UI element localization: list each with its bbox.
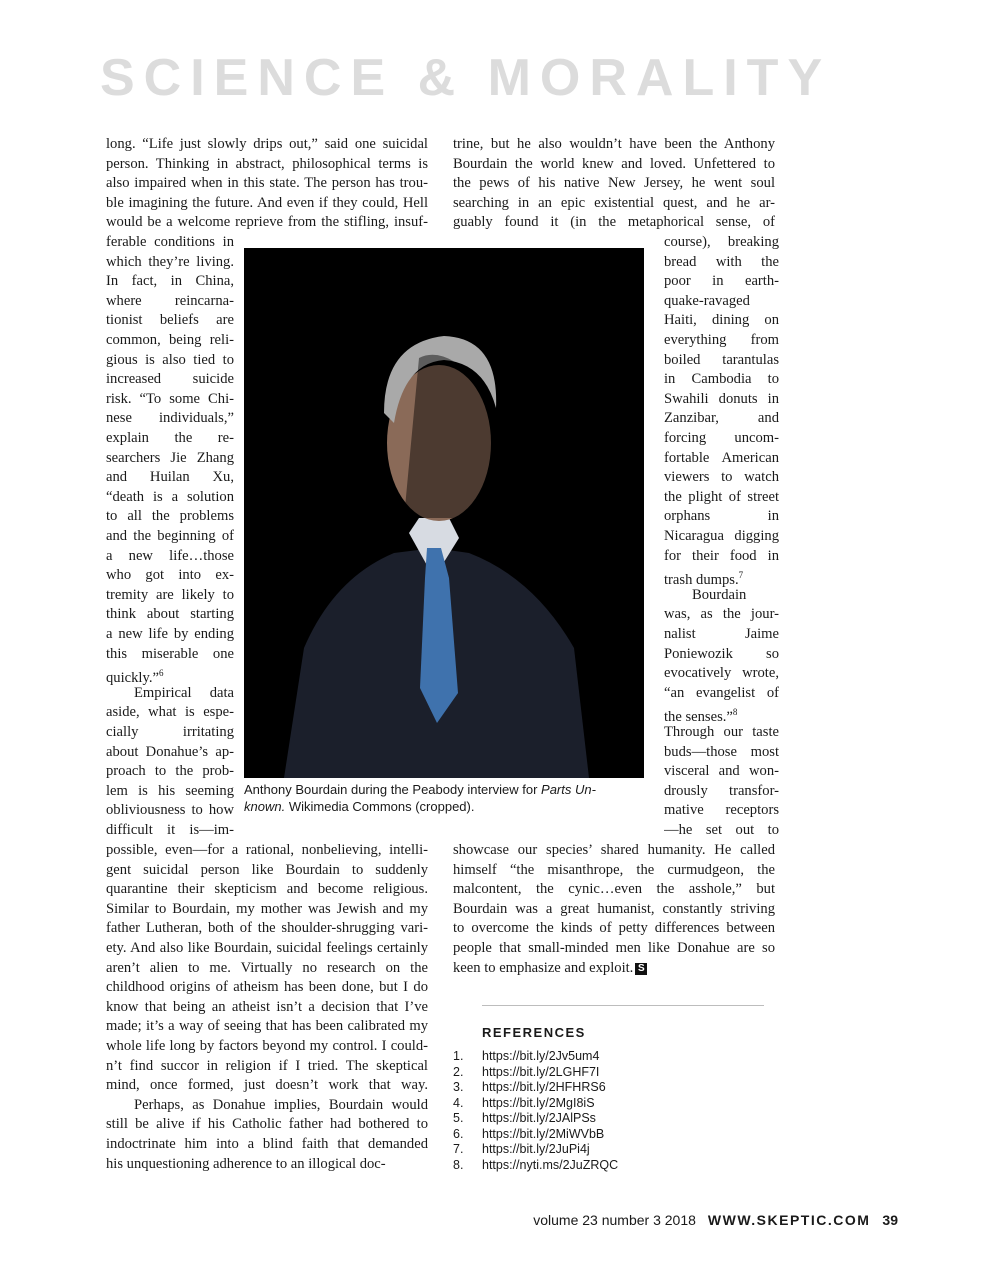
text-line-content: explain the re-: [106, 430, 234, 446]
text-line: [106, 351, 234, 371]
text-line: [664, 409, 779, 429]
text-line: [664, 664, 779, 684]
text-line: [664, 547, 779, 567]
text-line: [106, 213, 428, 233]
text-line: [106, 605, 234, 625]
text-line-content: a new life by ending: [106, 626, 234, 642]
text-line: [106, 939, 428, 959]
text-line: [664, 468, 779, 488]
text-line: [106, 782, 234, 802]
text-line-content: mative receptors: [664, 802, 779, 819]
text-line: [692, 586, 779, 606]
text-line: [106, 331, 234, 351]
text-line-content: tremity are likely to: [106, 586, 234, 603]
text-line: [106, 625, 234, 645]
text-line-content: Bourdain: [692, 586, 747, 603]
text-line: [453, 919, 775, 939]
text-line-content: searching in an epic existential quest, and he ar-: [453, 194, 775, 211]
footnote-mark: 6: [158, 668, 164, 679]
text-line-content: where reincarna-: [106, 292, 234, 309]
reference-item: [453, 1080, 773, 1096]
text-line-content: Perhaps, as Donahue implies, Bourdain would: [134, 1096, 428, 1113]
text-line-content: childhood origins of atheism has been done, but I do: [106, 979, 428, 996]
reference-number: 5.: [453, 1111, 464, 1125]
text-line: [106, 253, 234, 273]
reference-item: [453, 1158, 773, 1174]
caption-credit: Wikimedia Commons (cropped).: [285, 798, 475, 814]
reference-link[interactable]: https://bit.ly/2HFHRS6: [482, 1080, 606, 1094]
text-line: [664, 762, 779, 782]
reference-number: 1.: [453, 1049, 464, 1063]
text-line-content: showcase our species’ shared humanity. He called: [453, 842, 775, 858]
end-mark-icon: S: [635, 963, 647, 975]
issue-info: volume 23 number 3 2018: [533, 1212, 696, 1228]
text-line: [106, 743, 234, 763]
text-line-content: this miserable one: [106, 645, 234, 662]
text-line-content: everything from: [664, 332, 779, 348]
text-line: [664, 331, 779, 351]
text-line-content: himself “the misanthrope, the curmudgeon, the: [453, 861, 775, 878]
text-line: [106, 900, 428, 920]
text-line: [106, 801, 234, 821]
footnote-mark: 8: [732, 707, 738, 718]
text-line: [106, 703, 234, 723]
text-line-content: his unquestioning adherence to an illogical doc-: [106, 1155, 386, 1172]
text-line: [664, 370, 779, 390]
text-line-content: keen to emphasize and exploit.: [453, 959, 634, 976]
text-line-content: possible, even—for a rational, nonbelieving, intelli-: [106, 842, 428, 858]
text-line: [664, 488, 779, 508]
text-line: [106, 174, 428, 194]
text-line-content: made; it’s a way of seeing that has been calibrated my: [106, 1018, 428, 1035]
text-line-content: guably found it (in the metaphorical sense, of: [453, 214, 775, 231]
text-line: [106, 1057, 428, 1077]
text-line-content: cially irritating: [106, 724, 234, 740]
text-line-content: drously transfor-: [664, 782, 779, 799]
text-line: [453, 213, 775, 233]
text-line-content: father Lutheran, both of the shoulder-shrugging vari-: [106, 920, 428, 937]
text-line: [106, 311, 234, 331]
text-line-content: mind, once formed, just doesn’t work that way.: [106, 1077, 428, 1094]
text-line-content: nese individuals,”: [106, 410, 234, 427]
text-line: [106, 880, 428, 900]
reference-item: [453, 1065, 773, 1081]
text-line: [134, 684, 234, 704]
text-line: [453, 959, 775, 979]
text-line: [664, 625, 779, 645]
text-line-content: and the beginning of: [106, 528, 234, 544]
reference-link[interactable]: https://bit.ly/2MiWVbB: [482, 1126, 605, 1141]
text-line-content: proach to the prob-: [106, 763, 234, 780]
text-line-content: evocatively wrote,: [664, 665, 779, 682]
text-line-content: the plight of street: [664, 488, 779, 505]
text-line: [106, 488, 234, 508]
caption-show-title: Parts Un-: [541, 782, 596, 797]
references-heading: REFERENCES: [482, 1025, 586, 1040]
text-line-content: a new life…those: [106, 547, 234, 564]
portrait-illustration: [244, 248, 644, 778]
text-line-content: bread with the: [664, 253, 779, 270]
text-line: [664, 801, 779, 821]
text-line: [106, 409, 234, 429]
photo-caption: [244, 782, 644, 815]
text-line-content: In fact, in China,: [106, 273, 234, 290]
text-line-content: viewers to watch: [664, 469, 779, 486]
text-line: [664, 782, 779, 802]
text-line: [106, 272, 234, 292]
reference-link[interactable]: https://bit.ly/2Jv5um4: [482, 1049, 600, 1063]
text-line: [106, 978, 428, 998]
text-line-content: about Donahue’s ap-: [106, 743, 234, 760]
text-line-content: people that small-minded men like Donahue are so: [453, 940, 775, 956]
reference-link[interactable]: https://bit.ly/2MgI8iS: [482, 1095, 595, 1110]
page-footer: [533, 1212, 898, 1228]
section-header: SCIENCE & MORALITY: [100, 49, 832, 107]
text-line: [106, 527, 234, 547]
text-line-content: common, being reli-: [106, 332, 234, 348]
text-line-content: buds—those most: [664, 743, 779, 760]
text-line: [664, 233, 779, 253]
text-line: [106, 468, 234, 488]
text-line: [106, 194, 428, 214]
text-line: [106, 370, 234, 390]
reference-link[interactable]: https://bit.ly/2JAlPSs: [482, 1111, 596, 1125]
text-line-content: Poniewozik so: [664, 645, 779, 662]
text-line-content: orphans in: [664, 508, 779, 525]
text-line-content: fortable American: [664, 449, 779, 466]
caption-show-title-cont: known.: [244, 798, 286, 814]
bourdain-photo: [244, 248, 644, 778]
text-line: [106, 233, 234, 253]
text-line-content: lem is his seeming: [106, 782, 234, 799]
text-line: [664, 253, 779, 273]
text-line-content: also impaired when in this state. The person has trou-: [106, 175, 428, 192]
text-line-content: aren’t alien to me. Virtually no research on the: [106, 959, 428, 976]
text-line-content: n’t find succor in religion if I tried. The skeptical: [106, 1057, 428, 1074]
text-line: [106, 566, 234, 586]
text-line-content: the pews of his native New Jersey, he went soul: [453, 175, 775, 192]
text-line-content: whole life long by factors beyond my control. I could-: [106, 1038, 428, 1054]
text-line-content: boiled tarantulas: [664, 351, 779, 368]
text-line-content: Haiti, dining on: [664, 312, 779, 329]
text-line-content: ferable conditions in: [106, 234, 234, 250]
text-line-content: in Cambodia to: [664, 371, 779, 388]
text-line-content: ety. And also like Bourdain, suicidal feelings certainly: [106, 940, 428, 956]
text-line: [664, 449, 779, 469]
text-line: [106, 841, 428, 861]
references-divider: [482, 1005, 764, 1006]
text-line: [134, 1096, 428, 1116]
footnote-mark: 7: [738, 570, 744, 581]
text-line-content: which they’re living.: [106, 253, 234, 270]
text-line: [106, 507, 234, 527]
text-line-content: obliviousness to how: [106, 802, 234, 819]
text-line-content: visceral and won-: [664, 763, 779, 780]
text-line-content: Zanzibar, and: [664, 410, 779, 427]
page-number: 39: [882, 1212, 898, 1228]
text-line-content: searchers Jie Zhang: [106, 449, 234, 466]
text-line-content: to overcome the kinds of petty differences between: [453, 920, 775, 937]
reference-link[interactable]: https://bit.ly/2LGHF7I: [482, 1064, 600, 1079]
text-line-content: tionist beliefs are: [106, 312, 234, 329]
reference-number: 7.: [453, 1142, 464, 1156]
text-line-content: risk. “To some Chi-: [106, 390, 234, 407]
reference-item: [453, 1111, 773, 1127]
text-line: [664, 429, 779, 449]
text-line: [106, 919, 428, 939]
text-line-content: Empirical data: [134, 684, 234, 701]
text-line: [453, 900, 775, 920]
text-line: [664, 351, 779, 371]
text-line: [106, 1037, 428, 1057]
text-line-content: was, as the jour-: [664, 606, 779, 623]
text-line: [106, 645, 234, 665]
caption-text: Anthony Bourdain during the Peabody interview for: [244, 782, 542, 797]
text-line-content: think about starting: [106, 606, 234, 623]
text-line: [106, 390, 234, 410]
text-line: [664, 272, 779, 292]
reference-number: 2.: [453, 1064, 464, 1079]
reference-number: 3.: [453, 1080, 464, 1094]
text-line: [664, 527, 779, 547]
text-line-content: Swahili donuts in: [664, 390, 779, 407]
text-line-content: to all the problems: [106, 508, 234, 525]
text-line: [106, 959, 428, 979]
reference-item: [453, 1049, 773, 1065]
text-line: [106, 998, 428, 1018]
text-line-content: ble imagining the future. And even if they could, Hell: [106, 194, 428, 211]
text-line-content: course), breaking: [664, 234, 779, 250]
text-line: [106, 135, 428, 155]
text-line-content: Bourdain was a great humanist, constantly striving: [453, 900, 775, 917]
text-line-content: still be alive if his Catholic father had bothered to: [106, 1116, 428, 1133]
text-line-content: forcing uncom-: [664, 430, 779, 446]
text-line: [664, 821, 779, 841]
text-line-content: trine, but he also wouldn’t have been the Anthony: [453, 136, 775, 152]
text-line-content: Similar to Bourdain, my mother was Jewish and my: [106, 900, 428, 917]
text-line: [664, 605, 779, 625]
text-line-content: know that being an atheist isn’t a decision that I’ve: [106, 998, 428, 1015]
text-line: [453, 880, 775, 900]
reference-link[interactable]: https://nyti.ms/2JuZRQC: [482, 1157, 619, 1172]
reference-number: 8.: [453, 1157, 464, 1172]
text-line-content: malcontent, the cynic…even the asshole,” but: [453, 881, 775, 898]
text-line-content: the senses.”: [664, 709, 733, 726]
text-line: [453, 135, 775, 155]
text-line-content: quickly.”: [106, 670, 159, 687]
text-line-content: gious is also tied to: [106, 351, 234, 368]
text-line-content: quake-ravaged: [664, 292, 750, 309]
text-line-content: quarantine their skepticism and become religious.: [106, 881, 428, 898]
text-line-content: “death is a solution: [106, 488, 234, 505]
text-line-content: increased suicide: [106, 371, 234, 388]
text-line: [106, 1076, 428, 1096]
text-line-content: difficult it is—im-: [106, 822, 234, 838]
text-line-content: aside, what is espe-: [106, 704, 234, 721]
text-line: [664, 743, 779, 763]
text-line-content: gent suicidal person like Bourdain to suddenly: [106, 861, 428, 878]
text-line: [664, 311, 779, 331]
reference-number: 6.: [453, 1126, 464, 1141]
text-line: [664, 292, 779, 312]
text-line-content: —he set out to: [664, 822, 779, 838]
text-line: [664, 507, 779, 527]
text-line: [106, 821, 234, 841]
text-line-content: “an evangelist of: [664, 684, 779, 701]
text-line-content: Bourdain the world knew and loved. Unfettered to: [453, 155, 775, 172]
text-line: [664, 684, 779, 704]
text-line: [106, 762, 234, 782]
text-line-content: and Huilan Xu,: [106, 469, 234, 486]
text-line: [664, 723, 779, 743]
text-line: [106, 429, 234, 449]
text-line-content: person. Thinking in abstract, philosophical terms is: [106, 155, 428, 172]
text-line: [106, 861, 428, 881]
text-line: [106, 723, 234, 743]
reference-number: 4.: [453, 1095, 464, 1110]
text-line: [106, 155, 428, 175]
reference-item: [453, 1142, 773, 1158]
text-line: [453, 174, 775, 194]
text-line-content: long. “Life just slowly drips out,” said one suicidal: [106, 136, 428, 152]
text-line-content: Through our taste: [664, 724, 779, 740]
text-line: [453, 861, 775, 881]
text-line-content: poor in earth-: [664, 273, 779, 290]
reference-item: [453, 1096, 773, 1112]
text-line: [664, 645, 779, 665]
text-line-content: would be a welcome reprieve from the stifling, insuf-: [106, 214, 428, 231]
reference-item: [453, 1127, 773, 1143]
text-line: [106, 1155, 428, 1175]
text-line-content: Nicaragua digging: [664, 528, 779, 544]
text-line-content: trash dumps.: [664, 572, 739, 589]
text-line: [453, 194, 775, 214]
text-line: [106, 586, 234, 606]
text-line: [106, 1135, 428, 1155]
text-line-content: nalist Jaime: [664, 626, 779, 642]
text-line: [453, 939, 775, 959]
text-line: [106, 449, 234, 469]
text-line: [453, 155, 775, 175]
text-line: [453, 841, 775, 861]
text-line-content: for their food in: [664, 547, 779, 564]
text-line: [664, 390, 779, 410]
text-line: [106, 1017, 428, 1037]
reference-link[interactable]: https://bit.ly/2JuPi4j: [482, 1142, 590, 1156]
text-line-content: who got into ex-: [106, 567, 234, 584]
text-line-content: indoctrinate him into a blind faith that demanded: [106, 1136, 428, 1152]
site-url[interactable]: WWW.SKEPTIC.COM: [707, 1212, 871, 1228]
text-line: [106, 1115, 428, 1135]
text-line: [106, 547, 234, 567]
text-line: [106, 292, 234, 312]
